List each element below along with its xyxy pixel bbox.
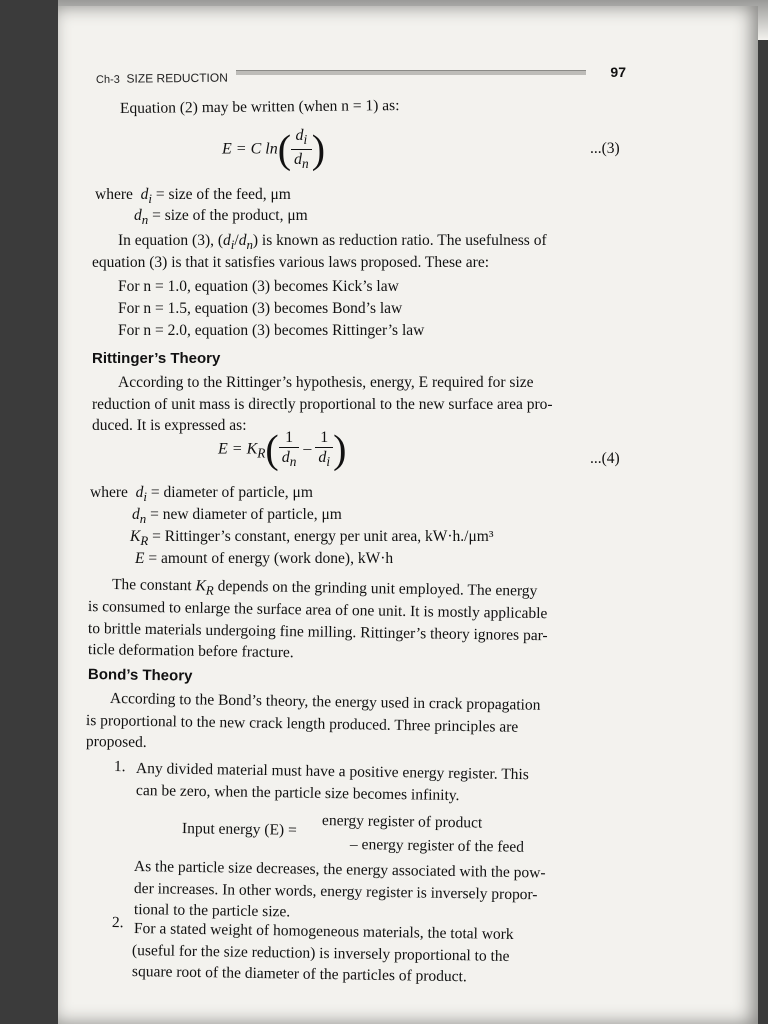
p1-slash: / — [234, 232, 239, 249]
var-dn-sub: n — [141, 212, 149, 228]
w2-var-kr-sub: R — [140, 533, 149, 549]
where-2-line4 — [135, 550, 393, 568]
eq3-den-sub: n — [302, 156, 309, 172]
bond-heading: Bond’s Theory — [87, 666, 193, 685]
rittinger-p3: duced. It is expressed as: — [92, 417, 247, 434]
where-2-line2 — [132, 506, 342, 527]
var-di-sub: i — [148, 191, 152, 207]
law-bond: For n = 1.5, equation (3) becomes Bond’s law — [118, 300, 403, 317]
item1-line2: can be zero, when the particle size becomes infinity. — [135, 782, 460, 805]
w2-var-dn: d — [132, 506, 140, 523]
var-di: d — [140, 186, 149, 203]
p1-dn: d — [238, 232, 247, 249]
p1-a: In equation (3), ( — [118, 232, 224, 249]
eq4-lhs: E = K — [218, 440, 258, 458]
eq4-d2: d — [318, 449, 327, 466]
w2-def-kr: = Rittinger’s constant, energy per unit area, kW·h./μm³ — [148, 528, 494, 545]
var-dn: d — [134, 207, 142, 224]
equation-3: E = C ln( $\frac{d_i}{d_n}$ ) — [222, 126, 326, 172]
eq4-d1-sub: n — [289, 454, 297, 470]
w2-var-e: E — [135, 550, 145, 567]
rittinger-heading: Rittinger’s Theory — [92, 350, 221, 367]
item2-line3: square root of the diameter of the particles of product. — [131, 963, 467, 986]
bond-p2: is proportional to the new crack length produced. Three principles are — [85, 712, 519, 736]
w2-var-di: d — [135, 484, 144, 501]
eq4-d1: d — [281, 449, 290, 466]
w2-var-dn-sub: n — [139, 511, 147, 527]
p1-e: ) is known as reduction ratio. The usefulness of — [252, 232, 547, 249]
w2-def-e: = amount of energy (work done), kW·h — [144, 550, 394, 567]
eq4-d2-sub: i — [326, 454, 331, 470]
p2-b: depends on the grinding unit employed. The energy — [213, 577, 538, 600]
running-header — [96, 64, 632, 94]
item1-line5: tional to the particle size. — [133, 901, 291, 921]
para2-line2: is consumed to enlarge the surface area of one unit. It is mostly applicable — [87, 598, 548, 623]
eq4-n2: 1 — [315, 428, 333, 448]
where-1-line2 — [134, 207, 308, 228]
page-number: 97 — [610, 64, 626, 80]
w2-def-dn: = new diameter of particle, μm — [146, 506, 342, 523]
item2-number: 2. — [111, 914, 124, 932]
chapter-name: SIZE REDUCTION — [126, 70, 228, 86]
header-rule — [236, 70, 586, 75]
p2-kr-sub: R — [205, 582, 214, 598]
where-word: where — [95, 186, 133, 203]
item2-line2: (useful for the size reduction) is inversely proportional to the — [131, 942, 510, 965]
where-2 — [90, 484, 313, 505]
eq4-n1: 1 — [279, 428, 300, 448]
w2-def-di: = diameter of particle, μm — [146, 484, 313, 501]
item1-number: 1. — [113, 758, 126, 776]
para2-line3: to brittle materials undergoing fine milling. Rittinger’s theory ignores par- — [87, 620, 548, 645]
eq3-tag: ...(3) — [590, 140, 620, 157]
p2-a: The constant — [111, 576, 196, 595]
bond-p3: proposed. — [85, 733, 147, 751]
def-dn: = size of the product, μm — [148, 207, 308, 224]
eq3-num-sub: i — [303, 132, 308, 148]
eq4-tag: ...(4) — [590, 450, 620, 467]
eq3-den: d — [294, 151, 303, 169]
w2-var-di-sub: i — [143, 489, 147, 505]
rittinger-p2: reduction of unit mass is directly proportional to the new surface area pro- — [92, 396, 553, 413]
p1-di: d — [223, 232, 231, 249]
item1-line1: Any divided material must have a positive energy register. This — [135, 760, 529, 784]
eq3-lhs: E = C ln — [222, 140, 278, 158]
eq3-num: d — [295, 127, 304, 144]
eq4-minus: – — [303, 440, 312, 458]
chapter-label: Ch-3 — [95, 73, 120, 86]
def-di: = size of the feed, μm — [151, 186, 291, 203]
input-energy-lhs: Input energy (E) = — [181, 820, 297, 839]
chapter-title — [96, 71, 228, 86]
input-energy-r1: energy register of product — [321, 812, 483, 832]
law-rittinger: For n = 2.0, equation (3) becomes Rittinger’s law — [118, 322, 425, 339]
w2-var-kr: K — [130, 528, 141, 545]
law-kick: For n = 1.0, equation (3) becomes Kick’s law — [118, 278, 399, 295]
item2-line1: For a stated weight of homogeneous materials, the total work — [133, 920, 514, 943]
p2-kr: K — [195, 577, 207, 595]
para1-line2: equation (3) is that it satisfies various laws proposed. These are: — [92, 254, 490, 271]
eq4-lhs-sub: R — [257, 445, 266, 461]
para1-line1 — [118, 232, 547, 253]
para2-line4: ticle deformation before fracture. — [87, 641, 294, 662]
rittinger-p1: According to the Rittinger’s hypothesis, energy, E required for size — [118, 374, 534, 391]
intro-line: Equation (2) may be written (when n = 1) as: — [119, 97, 400, 117]
where2-word: where — [90, 484, 128, 501]
where-1 — [95, 186, 291, 207]
p1-di-sub: i — [230, 237, 235, 253]
item1-line3: As the particle size decreases, the energy associated with the pow- — [133, 858, 546, 882]
equation-4: $E = K_R$( $\frac{1}{d_n}$ – $\frac{1}{d_i}$ ) — [218, 426, 347, 472]
bond-p1: According to the Bond’s theory, the energy used in crack propagation — [109, 690, 541, 714]
p1-dn-sub: n — [246, 237, 253, 253]
input-energy-r2: – energy register of the feed — [349, 836, 525, 856]
where-2-line3 — [130, 528, 493, 549]
item1-line4: der increases. In other words, energy register is inversely propor- — [133, 880, 538, 904]
